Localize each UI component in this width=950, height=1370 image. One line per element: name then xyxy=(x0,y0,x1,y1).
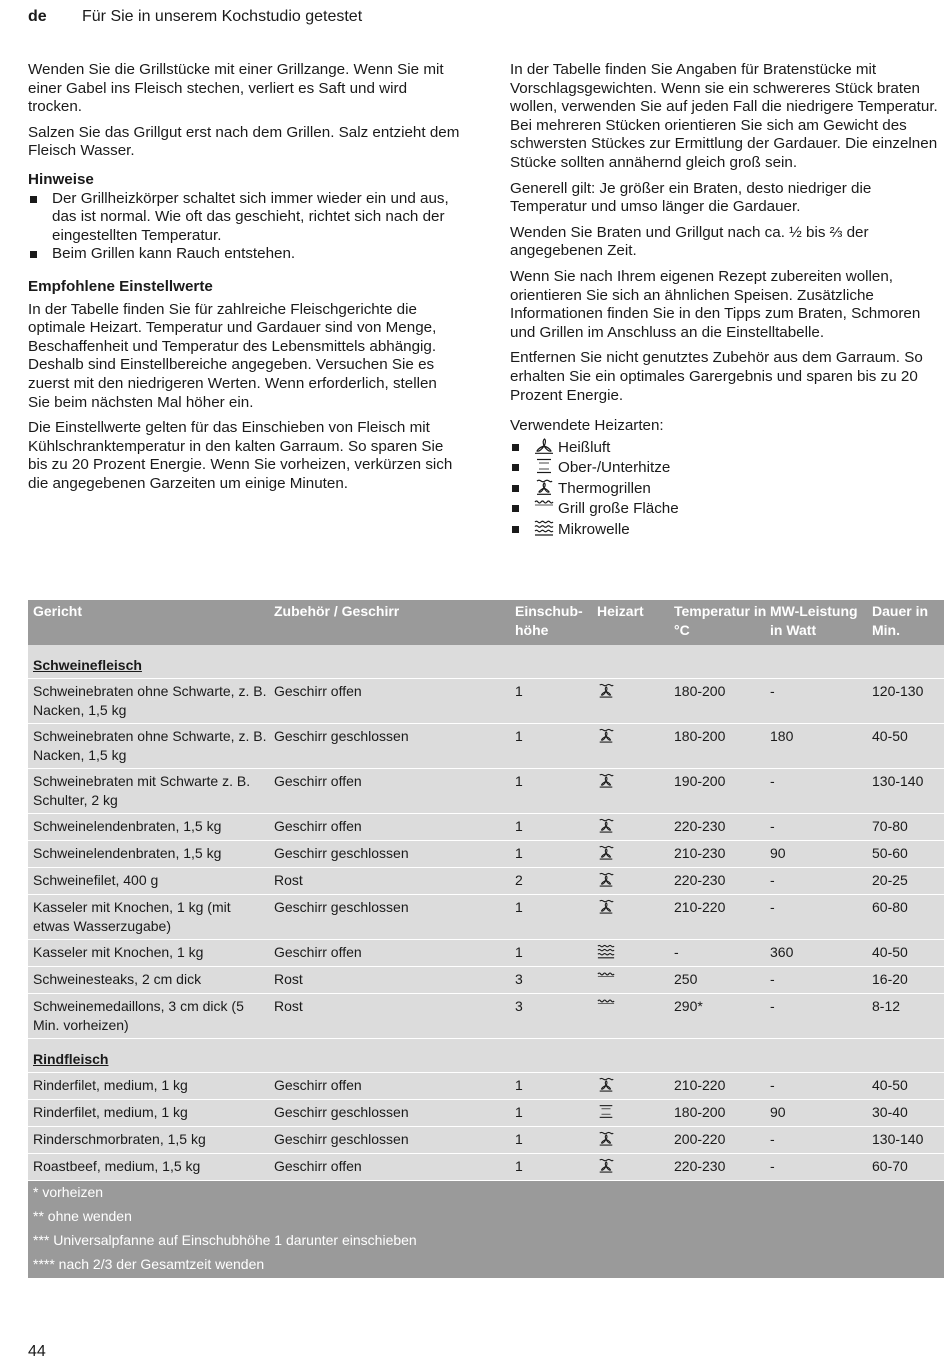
cell-zubehoer: Geschirr offen xyxy=(274,683,362,699)
table-footnotes xyxy=(28,1181,944,1278)
cell-gericht: Schweinesteaks, 2 cm dick xyxy=(33,971,202,987)
cell-zubehoer: Rost xyxy=(274,872,303,888)
paragraph: In der Tabelle finden Sie Angaben für Bratenstücke mit Vorschlagsgewichten. Wenn sie ein schwereres Stück braten wollen, verwenden Sie auf jeden Fall die niedrigere Temperatur. Bei mehreren Stücken orientieren Sie sich am Gewicht des schwersten Stückes zur Ermittlung der Gardauer. Die einzelnen Stücke sollten annähernd gleich groß sein. xyxy=(510,61,938,171)
paragraph: Wenden Sie die Grillstücke mit einer Grillzange. Wenn Sie mit einer Gabel ins Fleisch stechen, verliert es Saft und wird trocken. xyxy=(28,61,444,116)
cell-zubehoer: Geschirr geschlossen xyxy=(274,899,409,915)
page-header xyxy=(28,6,930,30)
bullet-icon xyxy=(512,444,519,451)
cell-einschub: 1 xyxy=(515,899,523,915)
table-row xyxy=(28,769,944,814)
cell-mw-leistung: 90 xyxy=(770,845,786,861)
column-header-zubehoer: Zubehör / Geschirr xyxy=(274,603,400,619)
cell-heizart xyxy=(597,844,667,866)
cell-mw-leistung: 180 xyxy=(770,728,794,744)
cell-temperatur: 220-230 xyxy=(674,1158,726,1174)
cell-heizart xyxy=(597,682,667,704)
cell-temperatur: 220-230 xyxy=(674,872,726,888)
cell-einschub: 1 xyxy=(515,1131,523,1147)
table-section-heading xyxy=(28,1039,944,1073)
bullet-icon xyxy=(30,251,37,258)
table-row xyxy=(28,679,944,724)
cell-mw-leistung: - xyxy=(770,998,775,1014)
cell-heizart xyxy=(597,1103,667,1125)
thermo-grill-icon xyxy=(534,479,554,495)
cell-mw-leistung: - xyxy=(770,683,775,699)
cell-temperatur: - xyxy=(674,944,679,960)
cell-gericht: Rinderfilet, medium, 1 kg xyxy=(33,1077,188,1093)
cell-temperatur: 290* xyxy=(674,998,703,1014)
top-bottom-heat-icon xyxy=(534,458,554,474)
cell-temperatur: 210-220 xyxy=(674,1077,726,1093)
list-item: Ober-/Unterhitze xyxy=(510,458,942,479)
cell-dauer: 50-60 xyxy=(872,845,908,861)
cell-zubehoer: Geschirr offen xyxy=(274,1158,362,1174)
hinweise-heading: Hinweise xyxy=(28,170,94,188)
cell-mw-leistung: - xyxy=(770,872,775,888)
cell-einschub: 1 xyxy=(515,1077,523,1093)
cell-dauer: 60-80 xyxy=(872,899,908,915)
cell-heizart xyxy=(597,1076,667,1098)
cell-dauer: 120-130 xyxy=(872,683,924,699)
cell-mw-leistung: - xyxy=(770,899,775,915)
language-code: de xyxy=(28,8,47,25)
large-grill-icon xyxy=(534,499,554,515)
thermo-grill-icon xyxy=(597,1076,615,1093)
cell-temperatur: 250 xyxy=(674,971,698,987)
top-bottom-heat-icon xyxy=(597,1103,615,1120)
cell-einschub: 3 xyxy=(515,971,523,987)
cell-gericht: Schweinebraten mit Schwarte z. B. Schulter, 2 kg xyxy=(33,773,251,808)
cell-mw-leistung: - xyxy=(770,773,775,789)
column-header-mw: MW-Leistung in Watt xyxy=(770,603,858,638)
cell-temperatur: 210-220 xyxy=(674,899,726,915)
bullet-icon xyxy=(512,505,519,512)
cell-mw-leistung: - xyxy=(770,818,775,834)
cell-zubehoer: Geschirr offen xyxy=(274,773,362,789)
cell-zubehoer: Geschirr offen xyxy=(274,1077,362,1093)
bullet-icon xyxy=(30,196,37,203)
column-header-dauer: Dauer in Min. xyxy=(872,603,929,638)
footnote: ** ohne wenden xyxy=(33,1208,132,1224)
cell-zubehoer: Geschirr geschlossen xyxy=(274,728,409,744)
cell-zubehoer: Geschirr offen xyxy=(274,818,362,834)
cell-mw-leistung: - xyxy=(770,971,775,987)
cell-heizart xyxy=(597,898,667,920)
cell-heizart xyxy=(597,1157,667,1179)
list-item: Heißluft xyxy=(510,438,942,459)
cell-gericht: Rinderfilet, medium, 1 kg xyxy=(33,1104,188,1120)
cell-temperatur: 180-200 xyxy=(674,728,726,744)
table-row xyxy=(28,994,944,1039)
cell-zubehoer: Geschirr offen xyxy=(274,944,362,960)
cell-gericht: Schweinemedaillons, 3 cm dick (5 Min. vorheizen) xyxy=(33,998,244,1033)
paragraph: Wenn Sie nach Ihrem eigenen Rezept zubereiten wollen, orientieren Sie sich an ähnlichen Speisen. Zusätzliche Informationen finden Sie in den Tipps zum Braten, Schmoren und Grillen im Anschluss an die Einstelltabelle. xyxy=(510,267,921,341)
footnote: *** Universalpfanne auf Einschubhöhe 1 darunter einschieben xyxy=(33,1232,417,1248)
footnote: * vorheizen xyxy=(33,1184,104,1200)
cell-heizart xyxy=(597,727,667,749)
large-grill-icon xyxy=(597,997,615,1014)
thermo-grill-icon xyxy=(597,817,615,834)
cell-heizart xyxy=(597,970,667,992)
list-item: Mikrowelle xyxy=(510,520,942,541)
settings-table xyxy=(28,600,944,1278)
cell-gericht: Schweinelendenbraten, 1,5 kg xyxy=(33,818,222,834)
cell-temperatur: 220-230 xyxy=(674,818,726,834)
column-header-einschub: Einschub-höhe xyxy=(515,603,583,638)
cell-einschub: 1 xyxy=(515,728,523,744)
cell-gericht: Schweinelendenbraten, 1,5 kg xyxy=(33,845,222,861)
cell-dauer: 20-25 xyxy=(872,872,908,888)
cell-einschub: 3 xyxy=(515,998,523,1014)
section-title: Schweinefleisch xyxy=(33,657,142,673)
table-row xyxy=(28,868,944,895)
thermo-grill-icon xyxy=(597,1130,615,1147)
paragraph: Salzen Sie das Grillgut erst nach dem Grillen. Salz entzieht dem Fleisch Wasser. xyxy=(28,123,460,160)
cell-dauer: 16-20 xyxy=(872,971,908,987)
large-grill-icon xyxy=(597,970,615,987)
thermo-grill-icon xyxy=(597,682,615,699)
cell-dauer: 130-140 xyxy=(872,773,924,789)
cell-einschub: 1 xyxy=(515,773,523,789)
cell-einschub: 1 xyxy=(515,683,523,699)
table-header xyxy=(28,600,944,645)
table-body xyxy=(28,645,944,1181)
cell-mw-leistung: - xyxy=(770,1158,775,1174)
list-item: Thermogrillen xyxy=(510,479,942,500)
cell-gericht: Roastbeef, medium, 1,5 kg xyxy=(33,1158,201,1174)
list-item: Der Grillheizkörper schaltet sich immer wieder ein und aus, das ist normal. Wie oft das geschieht, richtet sich nach der eingestellten Temperatur. xyxy=(28,190,460,246)
table-row xyxy=(28,1073,944,1100)
microwave-icon xyxy=(597,943,615,960)
cell-dauer: 70-80 xyxy=(872,818,908,834)
cell-mw-leistung: 360 xyxy=(770,944,794,960)
cell-heizart xyxy=(597,997,667,1019)
table-row xyxy=(28,1154,944,1181)
cell-gericht: Rinderschmorbraten, 1,5 kg xyxy=(33,1131,206,1147)
heizarten-list xyxy=(510,438,942,541)
cell-zubehoer: Rost xyxy=(274,971,303,987)
cell-heizart xyxy=(597,772,667,794)
cell-einschub: 2 xyxy=(515,872,523,888)
table-row xyxy=(28,841,944,868)
cell-heizart xyxy=(597,943,667,965)
cell-dauer: 30-40 xyxy=(872,1104,908,1120)
paragraph: Entfernen Sie nicht genutztes Zubehör aus dem Garraum. So erhalten Sie ein optimales Garergebnis und sparen bis zu 20 Prozent Energie. xyxy=(510,349,923,404)
cell-einschub: 1 xyxy=(515,944,523,960)
hot-air-icon xyxy=(534,438,554,454)
cell-temperatur: 190-200 xyxy=(674,773,726,789)
cell-gericht: Kasseler mit Knochen, 1 kg (mit etwas Wasserzugabe) xyxy=(33,899,231,934)
paragraph: Die Einstellwerte gelten für das Einschieben von Fleisch mit Kühlschranktemperatur in den kalten Garraum. So sparen Sie bis zu 20 Prozent Energie. Wenn Sie vorheizen, verkürzen sich die angegebenen Garzeiten um einige Minuten. xyxy=(28,419,453,492)
table-section-heading xyxy=(28,645,944,679)
thermo-grill-icon xyxy=(597,871,615,888)
paragraph: Generell gilt: Je größer ein Braten, desto niedriger die Temperatur und umso länger die Gardauer. xyxy=(510,179,872,216)
cell-mw-leistung: - xyxy=(770,1131,775,1147)
cell-temperatur: 210-230 xyxy=(674,845,726,861)
cell-dauer: 40-50 xyxy=(872,728,908,744)
cell-gericht: Kasseler mit Knochen, 1 kg xyxy=(33,944,204,960)
cell-einschub: 1 xyxy=(515,1104,523,1120)
cell-dauer: 60-70 xyxy=(872,1158,908,1174)
cell-heizart xyxy=(597,817,667,839)
section-title: Rindfleisch xyxy=(33,1051,109,1067)
table-row xyxy=(28,895,944,940)
page-number: 44 xyxy=(28,1343,46,1360)
cell-zubehoer: Geschirr geschlossen xyxy=(274,1104,409,1120)
cell-dauer: 40-50 xyxy=(872,1077,908,1093)
column-header-heizart: Heizart xyxy=(597,603,644,619)
cell-zubehoer: Geschirr geschlossen xyxy=(274,845,409,861)
cell-einschub: 1 xyxy=(515,1158,523,1174)
list-item: Beim Grillen kann Rauch entstehen. xyxy=(28,245,460,264)
cell-temperatur: 200-220 xyxy=(674,1131,726,1147)
heizarten-title: Verwendete Heizarten: xyxy=(510,417,664,435)
paragraph: In der Tabelle finden Sie für zahlreiche Fleischgerichte die optimale Heizart. Temperatur und Gardauer sind von Menge, Beschaffenheit und Temperatur des Lebensmittels abhängig. Deshalb sind Einstellbereiche angegeben. Versuchen Sie es zuerst mit den niedrigeren Werten. Wenn erforderlich, stellen Sie beim nächsten Mal höher ein. xyxy=(28,300,437,411)
cell-einschub: 1 xyxy=(515,818,523,834)
table-row xyxy=(28,1127,944,1154)
cell-mw-leistung: 90 xyxy=(770,1104,786,1120)
cell-dauer: 130-140 xyxy=(872,1131,924,1147)
table-row xyxy=(28,724,944,769)
microwave-icon xyxy=(534,520,554,536)
left-column xyxy=(28,61,460,500)
cell-zubehoer: Geschirr geschlossen xyxy=(274,1131,409,1147)
right-column xyxy=(510,61,942,540)
cell-temperatur: 180-200 xyxy=(674,1104,726,1120)
cell-heizart xyxy=(597,1130,667,1152)
empfohlene-einstellwerte-heading: Empfohlene Einstellwerte xyxy=(28,277,213,295)
cell-temperatur: 180-200 xyxy=(674,683,726,699)
thermo-grill-icon xyxy=(597,727,615,744)
bullet-icon xyxy=(512,526,519,533)
bullet-icon xyxy=(512,485,519,492)
thermo-grill-icon xyxy=(597,1157,615,1174)
thermo-grill-icon xyxy=(597,844,615,861)
list-item: Grill große Fläche xyxy=(510,499,942,520)
cell-gericht: Schweinebraten ohne Schwarte, z. B. Nacken, 1,5 kg xyxy=(33,728,267,763)
bullet-icon xyxy=(512,464,519,471)
table-row xyxy=(28,1100,944,1127)
cell-einschub: 1 xyxy=(515,845,523,861)
table-row xyxy=(28,814,944,841)
cell-gericht: Schweinebraten ohne Schwarte, z. B. Nacken, 1,5 kg xyxy=(33,683,267,718)
cell-zubehoer: Rost xyxy=(274,998,303,1014)
thermo-grill-icon xyxy=(597,898,615,915)
cell-dauer: 8-12 xyxy=(872,998,901,1014)
cell-mw-leistung: - xyxy=(770,1077,775,1093)
column-header-temperatur: Temperatur in °C xyxy=(674,603,767,638)
cell-gericht: Schweinefilet, 400 g xyxy=(33,872,159,888)
paragraph: Wenden Sie Braten und Grillgut nach ca. ½ bis ⅔ der angegebenen Zeit. xyxy=(510,223,869,260)
table-row xyxy=(28,940,944,967)
cell-dauer: 40-50 xyxy=(872,944,908,960)
column-header-gericht: Gericht xyxy=(33,603,83,619)
page-title: Für Sie in unserem Kochstudio getestet xyxy=(82,8,363,25)
footnote: **** nach 2/3 der Gesamtzeit wenden xyxy=(33,1256,265,1272)
thermo-grill-icon xyxy=(597,772,615,789)
table-row xyxy=(28,967,944,994)
cell-heizart xyxy=(597,871,667,893)
